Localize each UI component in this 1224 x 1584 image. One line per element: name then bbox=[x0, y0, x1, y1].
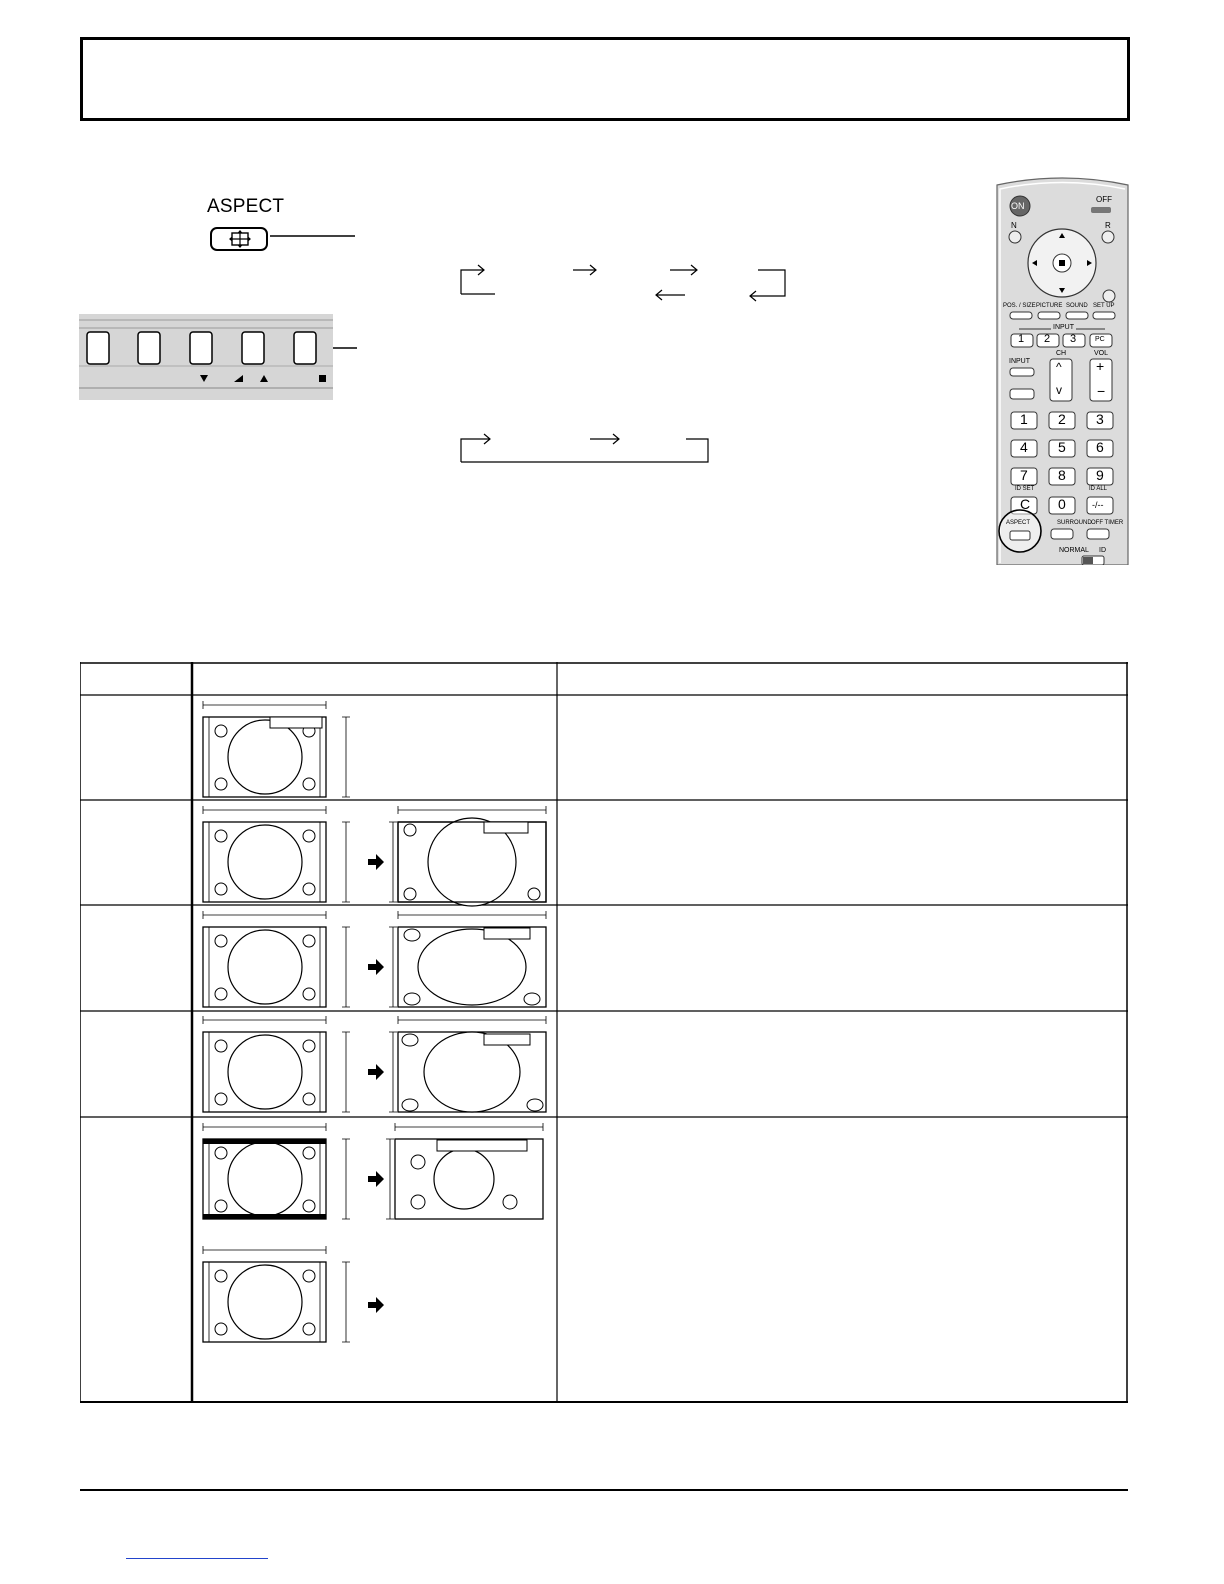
r-button-label[interactable]: R bbox=[1105, 221, 1111, 230]
vol-up-icon[interactable]: + bbox=[1096, 358, 1105, 374]
id-all-label: ID ALL bbox=[1089, 486, 1108, 492]
id-set-label: ID SET bbox=[1015, 486, 1035, 492]
digit-6[interactable]: 6 bbox=[1096, 439, 1104, 455]
remote-aspect-label[interactable]: ASPECT bbox=[1006, 520, 1031, 526]
input-key-2[interactable]: 2 bbox=[1044, 333, 1051, 345]
zero-button[interactable]: 0 bbox=[1058, 496, 1066, 512]
illustration-row-3 bbox=[203, 911, 546, 1007]
aspect-modes-table bbox=[80, 662, 1128, 1403]
n-button-label[interactable]: N bbox=[1011, 221, 1017, 230]
input-label: INPUT bbox=[1009, 358, 1030, 365]
digit-3[interactable]: 3 bbox=[1096, 411, 1104, 427]
cycle-arrows-video bbox=[461, 265, 785, 301]
illustration-row-2 bbox=[203, 806, 546, 906]
footer-rule bbox=[80, 1489, 1128, 1491]
unit-control-panel bbox=[79, 314, 333, 400]
digit-7[interactable]: 7 bbox=[1020, 467, 1028, 483]
input-key-3[interactable]: 3 bbox=[1070, 333, 1077, 345]
picture-label: PICTURE bbox=[1036, 303, 1063, 309]
digit-4[interactable]: 4 bbox=[1020, 439, 1028, 455]
off-button-label[interactable]: OFF bbox=[1096, 195, 1112, 204]
c-button[interactable]: C bbox=[1020, 496, 1031, 512]
cycle-arrows-pc bbox=[461, 434, 708, 462]
ch-down-icon[interactable]: v bbox=[1056, 383, 1062, 397]
ch-up-icon[interactable]: ^ bbox=[1056, 360, 1062, 374]
pos-size-label: POS. / SIZE bbox=[1003, 303, 1036, 309]
sound-label: SOUND bbox=[1066, 303, 1088, 309]
dash-button[interactable]: -/-- bbox=[1092, 500, 1104, 510]
digit-5[interactable]: 5 bbox=[1058, 439, 1066, 455]
illustration-row-4 bbox=[203, 1016, 546, 1112]
digit-8[interactable]: 8 bbox=[1058, 467, 1066, 483]
surround-label: SURROUND bbox=[1057, 520, 1092, 526]
vol-label: VOL bbox=[1094, 350, 1109, 357]
illustration-row-1 bbox=[203, 701, 350, 797]
on-button[interactable]: ON bbox=[1011, 201, 1025, 211]
footer-link-underline[interactable] bbox=[126, 1558, 268, 1559]
ch-label: CH bbox=[1056, 350, 1067, 357]
normal-label: NORMAL bbox=[1059, 547, 1089, 554]
digit-2[interactable]: 2 bbox=[1058, 411, 1066, 427]
remote-control bbox=[995, 175, 1130, 565]
input-key-pc[interactable]: PC bbox=[1095, 336, 1105, 343]
vol-down-icon[interactable]: − bbox=[1097, 383, 1106, 399]
set-up-label: SET UP bbox=[1093, 303, 1115, 309]
aspect-button-label: ASPECT bbox=[207, 196, 285, 217]
illustration-row-5 bbox=[203, 1123, 543, 1342]
id-label: ID bbox=[1099, 547, 1106, 554]
off-timer-label: OFF TIMER bbox=[1091, 520, 1124, 526]
digit-1[interactable]: 1 bbox=[1020, 411, 1028, 427]
digit-9[interactable]: 9 bbox=[1096, 467, 1104, 483]
input-group-label: INPUT bbox=[1053, 324, 1074, 331]
input-key-1[interactable]: 1 bbox=[1018, 333, 1025, 345]
